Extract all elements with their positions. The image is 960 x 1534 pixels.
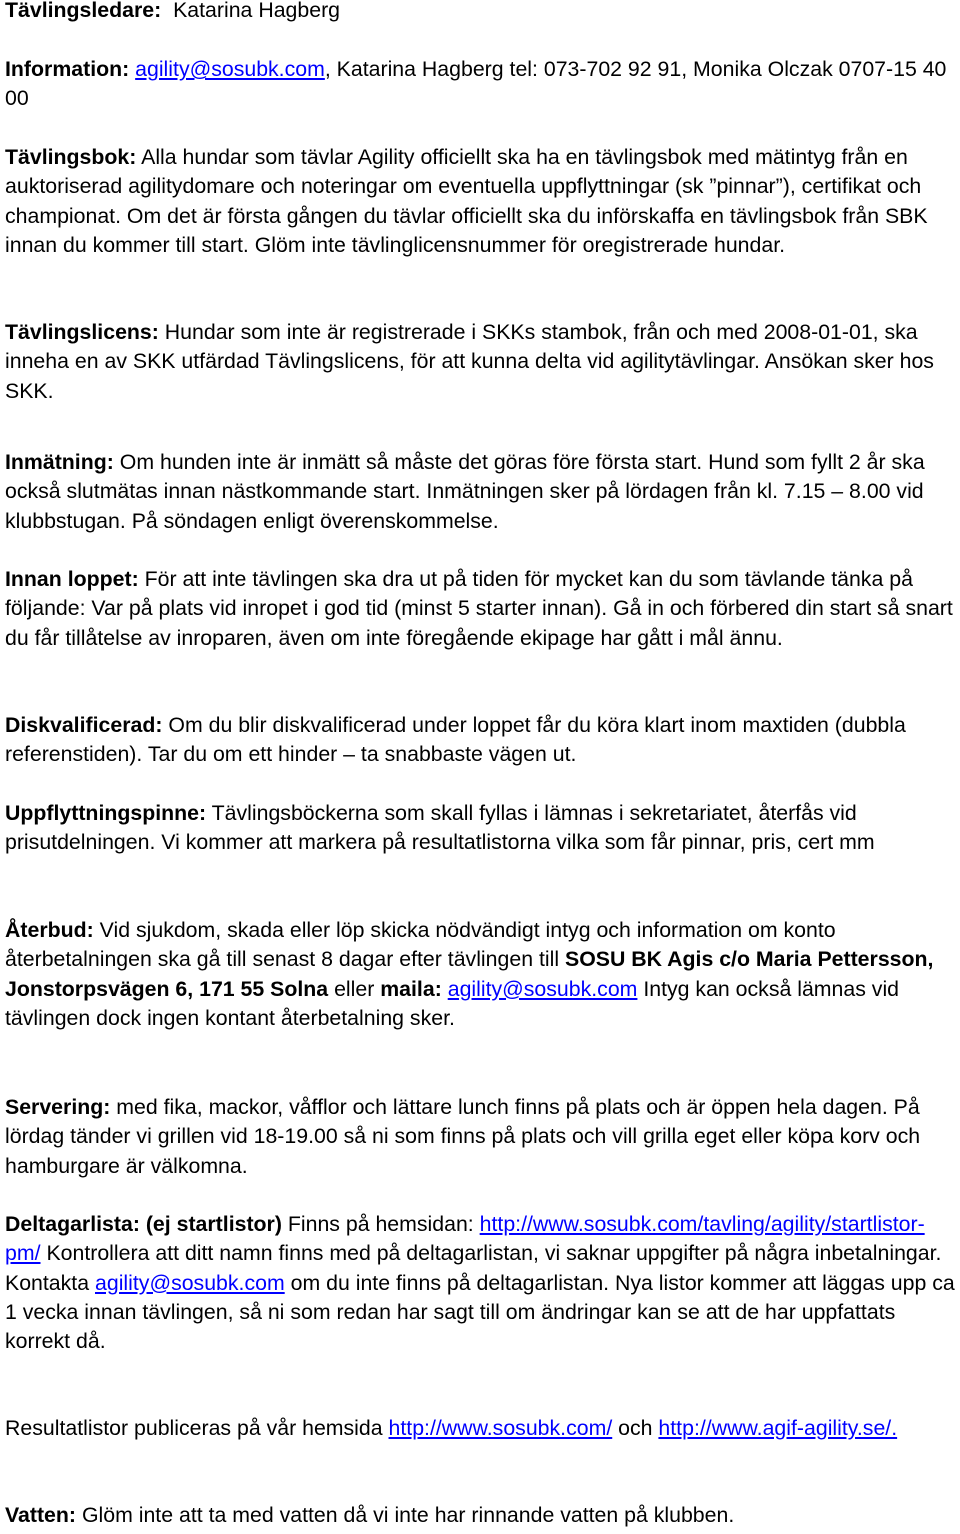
measuring-text: Om hunden inte är inmätt så måste det göras före första start. Hund som fyllt 2 år ska också slutmätas innan nästkommande start. Inmätningen sker på lördagen från kl. 7.15 – 8.00 vid klubbstugan. På söndagen enligt överenskommelse. [5,450,925,533]
water-paragraph [5,1501,955,1530]
competition-license-text: Hundar som inte är registrerade i SKKs stambok, från och med 2008-01-01, ska inneha en av SKK utfärdad Tävlingslicens, för att kunna delta vid agilitytävlingar. Ansökan sker hos SKK. [5,320,934,403]
results-text-2: och [618,1416,653,1440]
cancellation-text-2: eller [334,976,375,1001]
sosubk-url-link[interactable]: http://www.sosubk.com/ [388,1416,613,1440]
cancellation-text-1: Vid sjukdom, skada eller löp skicka nödvändigt intyg och information om konto återbetalningen ska gå till senast 8 dagar efter tävlingen till [5,918,836,972]
agif-url-link[interactable]: http://www.agif-agility.se/. [658,1416,898,1440]
promotion-pin-label: Uppflyttningspinne: [5,801,207,825]
cancellation-email-link[interactable]: agility@sosubk.com [447,976,638,1001]
before-run-text: För att inte tävlingen ska dra ut på tiden för mycket kan du som tävlande tänka på följande: Var på plats vid inropet i god tid (minst 5 starter innan). Gå in och förbered din start så snart du får tillåtelse av inroparen, även om inte föregående ekipage har gått i mål ännu. [5,567,953,650]
before-run-label: Innan loppet: [5,567,139,591]
competition-book-paragraph [5,143,955,260]
competition-leader-name: Katarina Hagberg [173,0,341,22]
before-run-paragraph [5,565,955,653]
information-text: , Katarina Hagberg tel: 073-702 92 91, Monika Olczak 0707-15 40 00 [5,57,947,111]
competition-book-label: Tävlingsbok: [5,145,137,169]
participant-list-paragraph [5,1210,955,1356]
startlist-url-link[interactable]: http://www.sosubk.com/tavling/agility/startlistor-pm/ [5,1212,925,1266]
promotion-pin-text: Tävlingsböckerna som skall fyllas i lämnas i sekretariatet, återfås vid prisutdelningen. Vi kommer att markera på resultatlistorna vilka som får pinnar, pris, cert mm [5,801,875,855]
cancellation-text-3: Intyg kan också lämnas vid tävlingen dock ingen kontant återbetalning sker. [5,976,900,1030]
cancellation-mail-label: maila: [380,976,442,1001]
competition-license-label: Tävlingslicens: [5,320,159,344]
disqualified-text: Om du blir diskvalificerad under loppet får du köra klart inom maxtiden (dubbla referenstiden). Tar du om ett hinder – ta snabbaste vägen ut. [5,713,906,767]
competition-license-paragraph [5,318,955,406]
cancellation-address: SOSU BK Agis c/o Maria Pettersson, Jonstorpsvägen 6, 171 55 Solna [5,947,934,1001]
promotion-pin-paragraph [5,799,955,858]
water-label: Vatten: [5,1503,77,1527]
catering-text: med fika, mackor, våfflor och lättare lunch finns på plats och är öppen hela dagen. På lördag tänder vi grillen vid 18-19.00 så ni som finns på plats och vill grilla eget eller köpa korv och hamburgare är välkomna. [5,1095,921,1178]
results-text-1: Resultatlistor publiceras på vår hemsida [5,1416,383,1440]
participant-list-label: Deltagarlista: (ej startlistor) [5,1212,282,1236]
participant-list-text-2: Kontrollera att ditt namn finns med på deltagarlistan, vi saknar uppgifter på några inbetalningar. Kontakta [5,1241,942,1295]
participant-list-text-1: Finns på hemsidan: [287,1212,474,1236]
measuring-label: Inmätning: [5,450,114,474]
cancellation-label: Återbud: [5,918,94,942]
results-paragraph [5,1414,955,1443]
water-text: Glöm inte att ta med vatten då vi inte har rinnande vatten på klubben. [81,1503,735,1527]
competition-leader-paragraph [5,0,955,25]
information-paragraph [5,55,955,114]
information-label: Information: [5,57,130,81]
information-email-link[interactable]: agility@sosubk.com [135,57,325,81]
participant-list-text-3: om du inte finns på deltagarlistan. Nya listor kommer att läggas upp ca 1 vecka innan tävlingen, så ni som redan har sagt till om ändringar kan se att de har uppfattats korrekt då. [5,1270,955,1354]
disqualified-paragraph [5,711,955,770]
disqualified-label: Diskvalificerad: [5,713,163,737]
cancellation-paragraph [5,916,955,1033]
measuring-paragraph [5,448,955,536]
competition-leader-label: Tävlingsledare: [5,0,162,22]
competition-book-text: Alla hundar som tävlar Agility officiellt ska ha en tävlingsbok med mätintyg från en auktoriserad agilitydomare och noteringar om eventuella uppflyttningar (sk ”pinnar”), certifikat och championat. Om det är första gången du tävlar officiellt ska du införskaffa en tävlingsbok från SBK innan du kommer till start. Glöm inte tävlinglicensnummer för oregistrerade hundar. [5,145,928,257]
participant-list-email-link[interactable]: agility@sosubk.com [95,1270,285,1295]
catering-label: Servering: [5,1095,111,1119]
catering-paragraph [5,1093,955,1181]
